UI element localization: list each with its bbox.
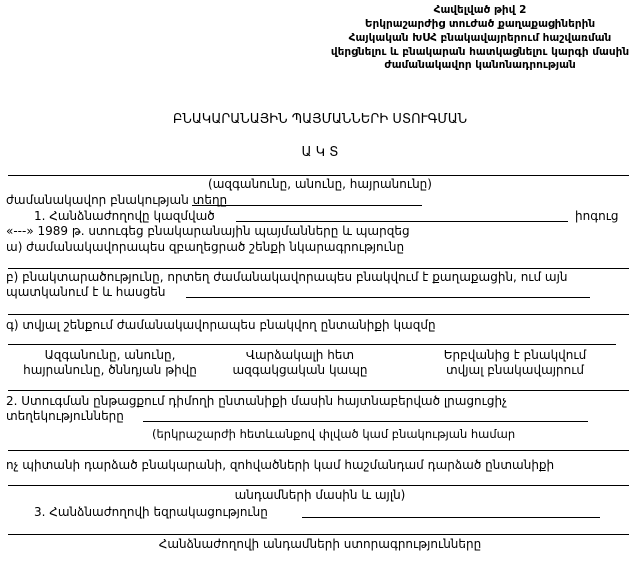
item2-line4: անդամների մասին և այլն) [234,488,406,502]
act-heading: Ա Կ Տ [301,145,339,160]
conclusion-field-2[interactable] [8,534,629,535]
annex-line-1: Հավելված թիվ 2 [433,4,527,16]
address-field[interactable] [186,297,590,298]
temp-residence-field[interactable] [192,205,422,206]
item-a-label: ա) ժամանակավորապես զբաղեցրած շենքի նկարագրությունը [6,240,405,254]
item-b-field[interactable] [8,314,629,315]
item-c-label: գ) տվյալ շենքում ժամանակավորապես բնակվող ընտանիքի կազմը [6,318,436,332]
item2-field-2[interactable] [8,450,629,451]
col-header-since-2: տվյալ բնակավայրում [445,363,585,377]
item1-suffix: իոգուց [575,209,619,223]
item2-line1: 2. Ստուգման ընթացքում դիմողի ընտանիքի մասին հայտնաբերված լրացուցիչ [6,394,507,408]
col-header-relation: Վարձակալի հետ [245,348,355,362]
additional-info-field[interactable] [143,421,588,422]
annex-line-5: ժամանակավոր կանոնադրության [384,59,576,71]
col-header-relation-2: ազգակցական կապը [232,363,368,377]
annex-line-2: Երկրաշարժից տուժած քաղաքացիներին [364,18,596,30]
temp-residence-label: ժամանակավոր բնակության տեղը [6,193,228,207]
conclusion-field[interactable] [302,517,600,518]
item2-caption: (երկրաշարժի հետևանքով փլված կամ բնակության համար [152,427,516,441]
item-b-line1: բ) բնակտարածությունը, որտեղ ժամանակավորապես բնակվում է քաղաքացին, ում այն [6,270,568,284]
document-title: ԲՆԱԿԱՐԱՆԱՅԻՆ ՊԱՅՄԱՆՆԵՐԻ ՍՏՈՒԳՄԱՆ [172,112,468,127]
annex-line-4: վերցնելու և բնակարան հատկացնելու կարգի մասին [330,46,630,58]
col-header-since: Երբվանից է բնակվում [443,348,587,362]
name-field-line[interactable] [8,175,629,176]
item3-label: 3. Հանձնաժողովի եզրակացությունը [34,505,268,519]
annex-line-3: Հայկական ԽՍՀ բնակավայրերում հաշվառման [348,32,612,44]
signatures-label: Հանձնաժողովի անդամների ստորագրությունները [158,537,482,551]
item2-field-3[interactable] [8,485,629,486]
col-header-name: Ազգանունը, անունը, [44,348,176,362]
item-b-line2: պատկանում է և հասցեն [6,285,166,299]
family-composition-line[interactable] [8,344,616,345]
item-a-field[interactable] [8,268,629,269]
item2-line2: տեղեկությունները [6,409,124,423]
table-bottom-line [8,390,629,391]
commission-composition-field[interactable] [236,221,568,222]
item1-line2: «---» 1989 թ. ստուգեց բնակարանային պայմանները և պարզեց [6,224,410,238]
col-header-name-2: հայրանունը, ծննդյան թիվը [23,363,197,377]
item1-prefix: 1. Հանձնաժողովը կազմված [34,209,215,223]
item2-line3: ոչ պիտանի դարձած բնակարանի, զոհվածների կամ հաշմանդամ դարձած ընտանիքի [6,458,555,472]
name-caption: (ազգանունը, անունը, հայրանունը) [208,177,432,191]
